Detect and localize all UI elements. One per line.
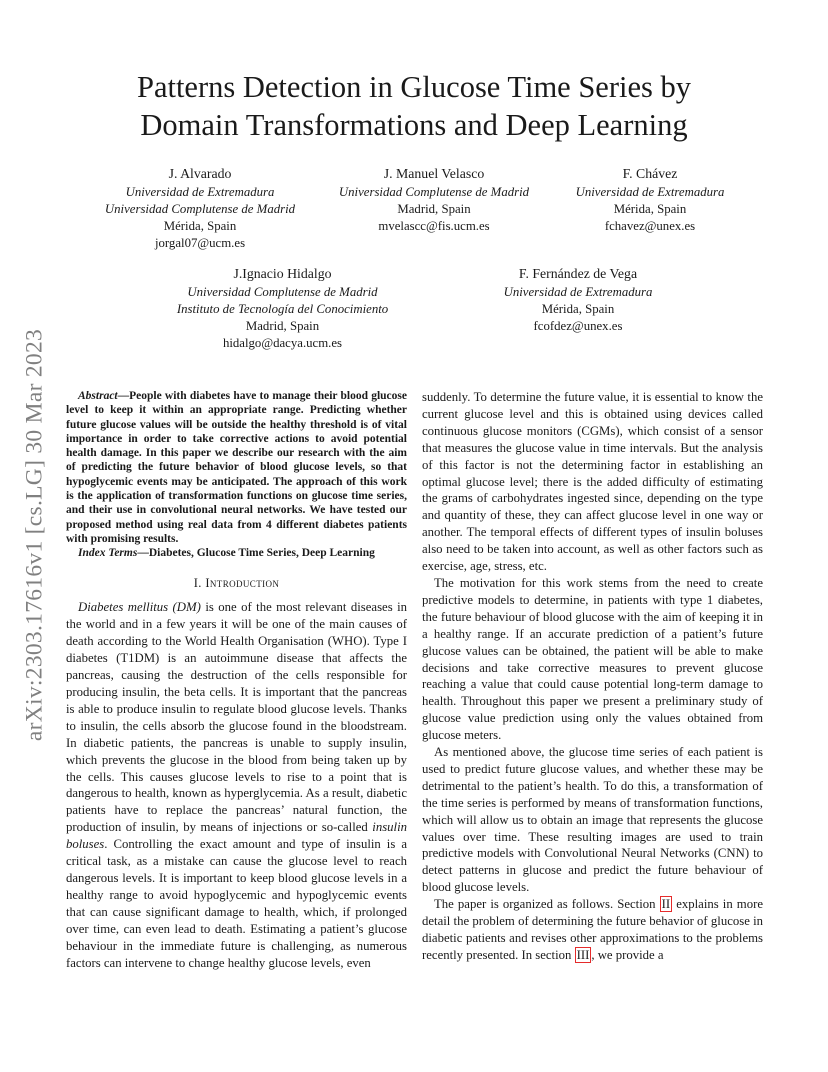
term-insulin-boluses: insulin boluses [66,820,407,852]
author-affiliation: Universidad Complutense de Madrid [104,202,296,216]
author-name: J. Alvarado [168,166,232,181]
author-block-5 [468,265,688,335]
abstract-text: —People with diabetes have to manage their blood glucose level to keep it within an appropriate range. Predicting whether future glucose values will be outside the healthy threshold is of vital importance in order to take corrective actions to avoid potential health damage. In this paper we describe our research with the aim of predicting the future behavior of blood glucose levels, so that hypoglycemic events may be anticipated. The approach of this work is the application of transformation functions on glucose time series, and their use in convolutional neural networks. We have tested our proposed method using real data from 4 different diabetes patients with promising results. [66,390,407,545]
author-block-2 [314,165,554,235]
intro-paragraph-4 [422,896,763,964]
author-city: Mérida, Spain [163,219,237,233]
author-city: Mérida, Spain [613,202,687,216]
section-reference-link[interactable]: II [661,897,671,912]
section-number: I. [193,575,206,590]
left-column [66,389,407,971]
term-diabetes-mellitus: Diabetes mellitus (DM) [78,600,201,615]
index-terms-lead: Index Terms [78,547,138,560]
arxiv-id: arXiv:2303.17616v1 [cs.LG] 30 Mar 2023 [21,328,48,742]
author-affiliation: Universidad de Extremadura [125,185,275,199]
author-email: jorgal07@ucm.es [154,236,246,250]
title-line-1: Patterns Detection in Glucose Time Series by [136,70,692,104]
section-heading-introduction [66,575,407,592]
paragraph-text: , we provide a [591,947,664,962]
author-city: Madrid, Spain [397,202,471,216]
intro-paragraph-continued: suddenly. To determine the future value, it is essential to know the current glucose level and this is obtained using devices called continuous glucose monitors (CGMs), which consist of a sensor that measures the glucose value in time intervals. But the analysis of this factor is not the determining factor in establishing an optimal glucose level; there is the added difficulty of estimating the grams of carbohydrates ingested since, depending on the type and quantity of these, they can affect glucose level in one way or another. The temporal effects of different types of insulin boluses also need to be taken into account, as well as other factors such as exercise, age, stress, etc. [422,390,763,574]
author-email: mvelascc@fis.ucm.es [378,219,490,233]
author-block-3 [540,165,760,235]
index-terms-text: —Diabetes, Glucose Time Series, Deep Learning [137,547,375,560]
abstract [66,389,407,546]
section-title: Introduction [205,575,280,590]
intro-paragraph-1 [66,599,407,971]
author-affiliation: Universidad de Extremadura [575,185,725,199]
paragraph-text: explains in more detail the problem of determining the future behavior of glucose in diabetic patients and revises other approximations to the problems recently presented. In section [422,897,764,962]
author-email: fchavez@unex.es [604,219,696,233]
author-name: F. Chávez [622,166,678,181]
abstract-lead: Abstract [78,390,118,402]
index-terms [66,546,407,560]
author-block-1 [70,165,330,252]
author-block-4 [140,265,425,352]
author-name: J. Manuel Velasco [383,166,485,181]
author-affiliation: Universidad Complutense de Madrid [187,285,378,299]
right-column [422,389,763,964]
author-affiliation: Instituto de Tecnología del Conocimiento [176,302,389,316]
title-line-2: Domain Transformations and Deep Learning [140,108,688,142]
intro-paragraph-2: The motivation for this work stems from the need to create predictive models to determine, in patients with type 1 diabetes, the future behaviour of blood glucose with the aim of keeping it in a healthy range. If an accurate prediction of a patient’s future glucose values can be obtained, the patient will be able to make decisions and take corrective measures to prevent glucose reaching a value that could cause potential long-term damage to health. Throughout this paper we present a preliminary study of glucose value prediction using only the values obtained from glucose meters. [422,575,763,743]
author-name: F. Fernández de Vega [518,266,638,281]
author-city: Mérida, Spain [541,302,615,316]
intro-paragraph-3: As mentioned above, the glucose time series of each patient is used to predict future glucose values, and whether these may be detrimental to the patient’s health. To do this, a transformation of the time series is performed by means of transformation functions, which will allow us to obtain an image that represents the glucose values over time. These resulting images are used to train predictive models with Convolutional Neural Networks (CNN) to detect patterns in glucose and predict the future behaviour of blood glucose levels. [422,745,763,895]
author-city: Madrid, Spain [245,319,320,333]
paragraph-text: . Controlling the exact amount and type of insulin is a critical task, as a mistake can cause the glucose level to reach dangerous levels. It is important to keep blood glucose levels in a healthy range to avoid hypoglycemic and hypoglycemic events that can cause significant damage to health, which, if prolonged over time, can even lead to death. Estimating a patient’s glucose behaviour in the immediate future is challenging, as numerous factors can intervene to change healthy glucose levels, even [66,837,407,970]
section-reference-link[interactable]: III [576,947,590,962]
paragraph-text: is one of the most relevant diseases in the world and in a few years it will be one of the main causes of death according to the World Health Organisation (WHO). Type I diabetes (T1DM) is an autoimmune disease that affects the pancreas, causing the destruction of the cells responsible for producing insulin, the beta cells. It is important that the pancreas is able to produce insulin to regulate blood glucose levels. Thanks to insulin, the cells absorb the glucose found in the bloodstream. In diabetic patients, the pancreas is unable to supply insulin, which prevents the glucose in the blood from being taken up by the cells. This causes glucose levels to rise to a point that is dangerous to health, known as hyperglycemia. As a result, diabetic patients have to replace the pancreas’ natural function, the production of insulin, by means of injections or so-called [66,600,408,835]
author-name: J.Ignacio Hidalgo [233,266,332,281]
paper-title [60,68,768,144]
author-email: fcofdez@unex.es [533,319,623,333]
author-email: hidalgo@dacya.ucm.es [222,336,343,350]
author-affiliation: Universidad Complutense de Madrid [338,185,530,199]
author-affiliation: Universidad de Extremadura [503,285,653,299]
paragraph-text: The paper is organized as follows. Section [434,897,660,912]
arxiv-sidebar-stamp [12,300,58,770]
